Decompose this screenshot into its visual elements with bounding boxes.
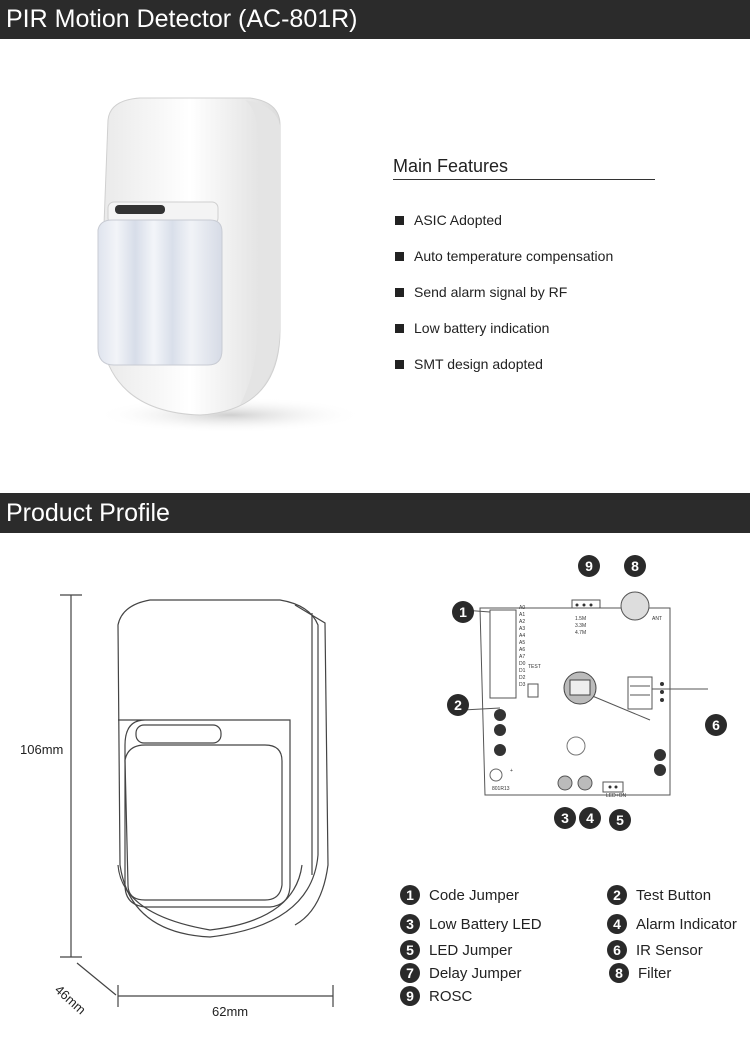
callout-2: 2 — [454, 697, 462, 713]
number-icon: 8 — [609, 963, 629, 983]
legend-item: 7 Delay Jumper — [400, 964, 522, 984]
rosc-label: 3.3M — [575, 623, 587, 629]
number-icon: 9 — [400, 986, 420, 1006]
width-dimension: 62mm — [212, 1004, 249, 1019]
legend-item: 3 Low Battery LED — [400, 915, 542, 935]
code-label: D3 — [519, 682, 526, 688]
feature-item: Send alarm signal by RF — [395, 284, 567, 300]
callout-6: 6 — [712, 717, 720, 733]
feature-item: Auto temperature compensation — [395, 248, 613, 264]
legend-item: 6 IR Sensor — [607, 941, 703, 961]
callout-5: 5 — [616, 812, 624, 828]
rosc-label: 1.5M — [575, 616, 587, 622]
number-icon: 5 — [400, 940, 420, 960]
depth-dimension: 46mm — [51, 982, 89, 1018]
legend-item: 8 Filter — [609, 964, 671, 984]
circuit-board-diagram — [430, 550, 750, 840]
rosc-label: 4.7M — [575, 630, 587, 636]
number-icon: 6 — [607, 940, 627, 960]
number-icon: 7 — [400, 963, 420, 983]
number-icon: 2 — [607, 885, 627, 905]
code-label: A4 — [519, 633, 526, 639]
page-title: PIR Motion Detector (AC-801R) — [0, 0, 750, 39]
section-title: Product Profile — [0, 493, 750, 533]
feature-item: ASIC Adopted — [395, 212, 502, 228]
plus-label: + — [510, 768, 513, 774]
product-photo — [80, 80, 380, 440]
legend-item: 2 Test Button — [607, 886, 711, 906]
legend-item: 4 Alarm Indicator — [607, 915, 737, 935]
board-label: 801R13 — [492, 786, 510, 792]
bullet-icon — [395, 288, 404, 297]
code-label: A5 — [519, 640, 526, 646]
features-title: Main Features — [393, 156, 655, 180]
code-label: A6 — [519, 647, 526, 653]
legend-item: 5 LED Jumper — [400, 941, 512, 961]
callout-3: 3 — [561, 810, 569, 826]
legend-item: 1 Code Jumper — [400, 886, 519, 906]
ant-label: ANT — [652, 616, 662, 622]
feature-item: SMT design adopted — [395, 356, 543, 372]
callout-9: 9 — [585, 558, 593, 574]
callout-1: 1 — [459, 604, 467, 620]
feature-item: Low battery indication — [395, 320, 549, 336]
callout-4: 4 — [586, 810, 594, 826]
number-icon: 1 — [400, 885, 420, 905]
code-label: D1 — [519, 668, 526, 674]
code-label: D0 — [519, 661, 526, 667]
code-label: D2 — [519, 675, 526, 681]
bullet-icon — [395, 252, 404, 261]
led-label: LED+ON — [606, 793, 627, 799]
code-label: A1 — [519, 612, 526, 618]
bullet-icon — [395, 216, 404, 225]
bullet-icon — [395, 324, 404, 333]
code-label: A3 — [519, 626, 526, 632]
code-label: A2 — [519, 619, 526, 625]
height-dimension: 106mm — [20, 742, 64, 757]
callout-8: 8 — [631, 558, 639, 574]
number-icon: 3 — [400, 914, 420, 934]
code-label: A0 — [519, 605, 526, 611]
test-label: TEST — [528, 664, 541, 670]
bullet-icon — [395, 360, 404, 369]
number-icon: 4 — [607, 914, 627, 934]
legend-item: 9 ROSC — [400, 987, 472, 1007]
code-label: A7 — [519, 654, 526, 660]
profile-drawing — [50, 585, 350, 1025]
